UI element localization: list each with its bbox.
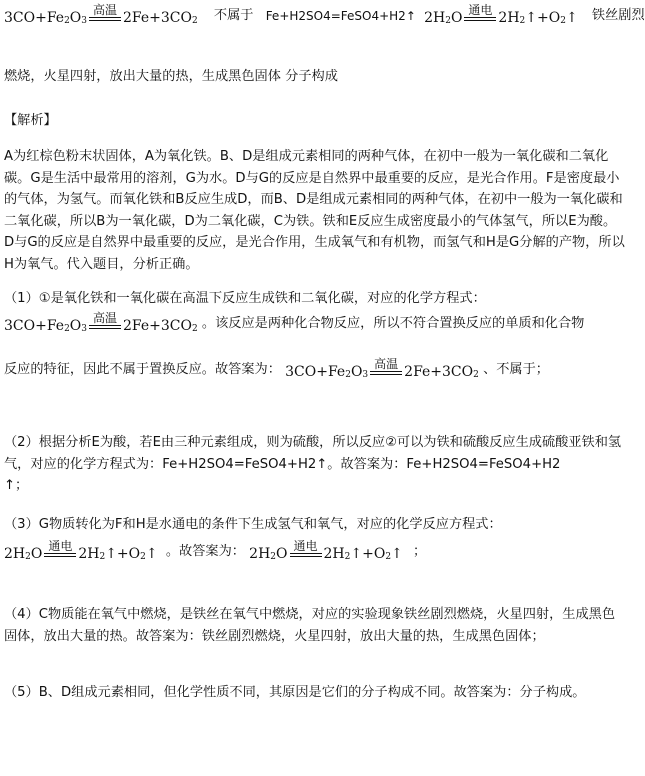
eq-sub: 2 <box>64 16 70 26</box>
answer-text: 铁丝剧烈 <box>591 8 645 23</box>
eq-sub: 2 <box>385 552 392 562</box>
eq-text: 2Fe+3CO <box>404 364 474 380</box>
condition-label: 通电 <box>293 539 318 553</box>
top-answer-line <box>4 3 645 38</box>
q1-text: 。该反应是两种化合物反应，所以不符合置换反应的单质和化合物 <box>201 316 585 331</box>
eq-sub: 2 <box>345 370 351 380</box>
equation-iron-sulfuric: Fe+H2SO4=FeSO4+H2↑ <box>265 9 416 23</box>
eq-sub: 3 <box>362 370 369 380</box>
q5-paragraph: （5）B、D组成元素相同，但化学性质不同，其原因是它们的分子构成不同。故答案为：分子构成。 <box>4 685 586 700</box>
eq-sub: 2 <box>25 552 31 562</box>
q1-intro: （1）①是氧化铁和一氧化碳在高温下反应生成铁和二氧化碳，对应的化学方程式： <box>4 291 486 306</box>
q1-answer-line <box>4 358 626 392</box>
eq-sub: 2 <box>519 16 526 26</box>
condition-label: 通电 <box>48 539 73 553</box>
eq-text: 2H <box>249 546 271 562</box>
eq-sub: 2 <box>560 16 566 26</box>
equation-electrolysis <box>424 4 578 26</box>
eq-sub: 2 <box>191 324 198 334</box>
eq-text: 3CO+Fe <box>285 364 346 380</box>
q3-answer-equation <box>249 540 403 562</box>
eq-text: 3CO+Fe <box>4 318 65 334</box>
eq-text: 2Fe+3CO <box>123 318 192 334</box>
equation-iron-oxide-reduction <box>4 4 198 26</box>
eq-text: ↑ <box>145 546 158 562</box>
condition-high-temp <box>89 312 121 334</box>
eq-text: O <box>350 364 363 380</box>
condition-electricity <box>290 540 322 562</box>
equals-bar <box>89 325 121 329</box>
q2-paragraph: （2）根据分析E为酸，若E由三种元素组成，则为硫酸，所以反应②可以为铁和硫酸反应生成硫酸亚铁和氢气，对应的化学方程式为：Fe+H2SO4=FeSO4+H2↑。故答案为：Fe+H2SO4=FeSO4+H2 <box>4 435 622 472</box>
equals-bar <box>290 553 322 557</box>
condition-electricity <box>464 4 496 26</box>
q3-equation <box>4 540 158 562</box>
eq-text: ↑+O <box>525 10 561 26</box>
condition-electricity <box>44 540 76 562</box>
q3-text: ； <box>412 544 427 559</box>
eq-sub: 2 <box>473 370 479 380</box>
eq-sub: 3 <box>81 16 88 26</box>
eq-sub: 2 <box>64 324 70 334</box>
condition-label: 高温 <box>93 311 118 325</box>
eq-sub: 2 <box>344 552 351 562</box>
condition-high-temp <box>370 358 402 380</box>
q3-intro: （3）G物质转化为F和H是水通电的条件下生成氢气和氧气，对应的化学反应方程式： <box>4 517 502 532</box>
q3-text: 。故答案为： <box>165 544 245 559</box>
answer-not-belong: 不属于 <box>213 8 254 23</box>
eq-sub: 2 <box>191 16 198 26</box>
eq-sub: 2 <box>99 552 106 562</box>
eq-text: ↑+O <box>350 546 386 562</box>
q1-equation-line <box>4 312 626 346</box>
eq-text: 2H <box>323 546 345 562</box>
eq-text: O <box>69 10 82 26</box>
eq-text: ↑ <box>565 10 578 26</box>
equals-bar <box>370 371 402 375</box>
q2-tail: ↑； <box>4 478 29 493</box>
equals-bar <box>89 17 121 21</box>
condition-label: 通电 <box>468 3 493 17</box>
condition-label: 高温 <box>374 357 399 371</box>
eq-text: 2H <box>4 546 26 562</box>
eq-text: 2H <box>78 546 100 562</box>
eq-sub: 3 <box>81 324 88 334</box>
eq-text: 2H <box>498 10 520 26</box>
eq-text: 3CO+Fe <box>4 10 65 26</box>
eq-sub: 2 <box>445 16 451 26</box>
q1-text: 反应的特征，因此不属于置换反应。故答案为： <box>4 362 281 377</box>
eq-text: ↑ <box>391 546 403 562</box>
equals-bar <box>464 17 496 21</box>
eq-text: 2Fe+3CO <box>123 10 192 26</box>
eq-text: ↑+O <box>105 546 141 562</box>
q4-paragraph: （4）C物质能在氧气中燃烧，是铁丝在氧气中燃烧，对应的实验现象铁丝剧烈燃烧，火星四射，生成黑色固体，放出大量的热。故答案为：铁丝剧烈燃烧，火星四射，放出大量的热，生成黑色固体； <box>4 607 616 644</box>
equals-bar <box>44 553 76 557</box>
eq-sub: 2 <box>270 552 277 562</box>
q3-equation-line <box>4 540 626 574</box>
eq-text: 2H <box>424 10 446 26</box>
condition-label: 高温 <box>93 3 118 17</box>
condition-high-temp <box>89 4 121 26</box>
q1-text: 、不属于； <box>483 362 549 377</box>
analysis-heading: 【解析】 <box>4 113 57 128</box>
eq-text: O <box>450 10 463 26</box>
top-answer-line-2: 燃烧，火星四射，放出大量的热，生成黑色固体 分子构成 <box>4 69 338 84</box>
q1-answer-equation <box>285 358 479 380</box>
analysis-paragraph: A为红棕色粉末状固体，A为氧化铁。B、D是组成元素相同的两种气体，在初中一般为一氧化碳和二氧化碳。G是生活中最常用的溶剂，G为水。D与G的反应是自然界中最重要的反应，是光合作用。F是密度最小的气体，为氢气。而氧化铁和B反应生成D，而B、D是组成元素相同的两种气体，在初中一般为一氧化碳和二氧化碳，所以B为一氧化碳，D为二氧化碳，C为铁。铁和E反应生成密度最小的气体氢气，所以E为酸。D与G的反应是自然界中最重要的反应，是光合作用，生成氧气和有机物，而氢气和H是G分解的产物，所以H为氧气。代入题目，分析正确。 <box>4 149 625 272</box>
eq-text: O <box>276 546 288 562</box>
eq-text: O <box>69 318 82 334</box>
eq-sub: 2 <box>140 552 146 562</box>
eq-text: O <box>30 546 43 562</box>
q1-equation <box>4 312 198 334</box>
